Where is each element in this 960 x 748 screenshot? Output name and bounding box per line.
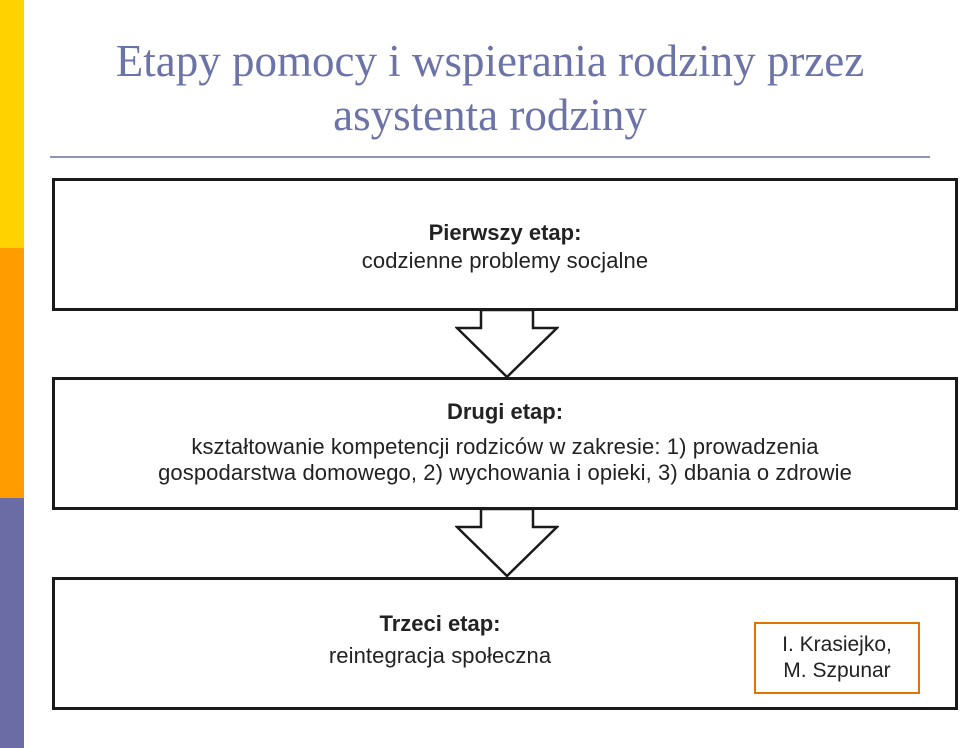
- stage-2-description: [55, 434, 955, 486]
- stage-1-heading: Pierwszy etap:: [428, 220, 582, 245]
- authors-box: [754, 622, 920, 694]
- authors-line2: M. Szpunar: [783, 659, 891, 682]
- decorative-strip-yellow: [0, 0, 24, 248]
- stage-box-1: [52, 178, 958, 311]
- decorative-strip-orange: [0, 248, 24, 498]
- stage-2-heading: Drugi etap:: [446, 399, 564, 424]
- stage-3-heading: Trzeci etap:: [379, 611, 501, 636]
- down-arrow-1: [455, 309, 559, 379]
- slide-title-line1: Etapy pomocy i wspierania rodziny przez: [115, 36, 865, 86]
- stage-1-description: codzienne problemy socjalne: [361, 248, 649, 273]
- stage-box-2: [52, 377, 958, 510]
- stage-2-description-line2: gospodarstwa domowego, 2) wychowania i opieki, 3) dbania o zdrowie: [158, 460, 852, 485]
- stage-2-description-line1: kształtowanie kompetencji rodziców w zakresie: 1) prowadzenia: [191, 434, 819, 459]
- authors-line1: I. Krasiejko,: [782, 633, 892, 656]
- slide-title: [40, 34, 940, 142]
- slide-title-line2: asystenta rodziny: [333, 90, 647, 140]
- down-arrow-2: [455, 508, 559, 578]
- title-divider: [50, 156, 930, 158]
- stage-3-description: reintegracja społeczna: [328, 643, 552, 668]
